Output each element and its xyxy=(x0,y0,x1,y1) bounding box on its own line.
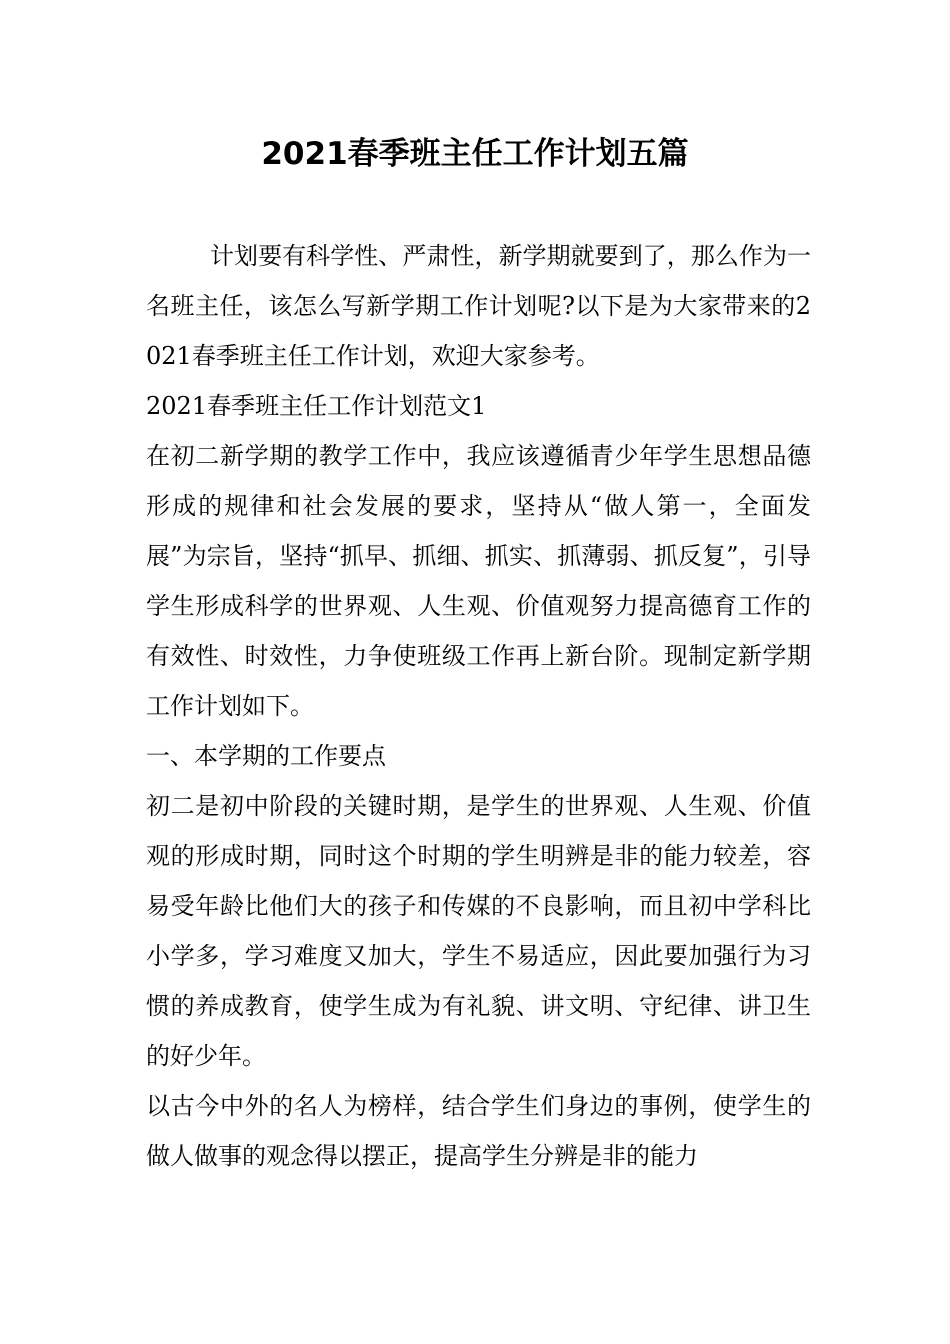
body-paragraph-2: 初二是初中阶段的关键时期，是学生的世界观、人生观、价值观的形成时期，同时这个时期的学生明辨是非的能力较差，容易受年龄比他们大的孩子和传媒的不良影响，而且初中学科比小学多，学习难度又加大，学生不易适应，因此要加强行为习惯的养成教育，使学生成为有礼貌、讲文明、守纪律、讲卫生的好少年。 xyxy=(146,792,811,1070)
section-title: 2021春季班主任工作计划范文1 xyxy=(146,392,487,420)
intro-paragraph: 计划要有科学性、严肃性，新学期就要到了，那么作为一名班主任，该怎么写新学期工作计划呢?以下是为大家带来的2021春季班主任工作计划，欢迎大家参考。 xyxy=(146,242,811,370)
body-paragraph-3: 以古今中外的名人为榜样，结合学生们身边的事例，使学生的做人做事的观念得以摆正，提高学生分辨是非的能力 xyxy=(146,1092,811,1170)
body-paragraph-1: 在初二新学期的教学工作中，我应该遵循青少年学生思想品德形成的规律和社会发展的要求，坚持从“做人第一，全面发展”为宗旨，坚持“抓早、抓细、抓实、抓薄弱、抓反复”，引导学生形成科学的世界观、人生观、价值观努力提高德育工作的有效性、时效性，力争使班级工作再上新台阶。现制定新学期工作计划如下。 xyxy=(146,442,811,720)
document-title: 2021春季班主任工作计划五篇 xyxy=(261,136,689,172)
subheading-1: 一、本学期的工作要点 xyxy=(146,742,386,770)
document-body xyxy=(146,231,811,1181)
